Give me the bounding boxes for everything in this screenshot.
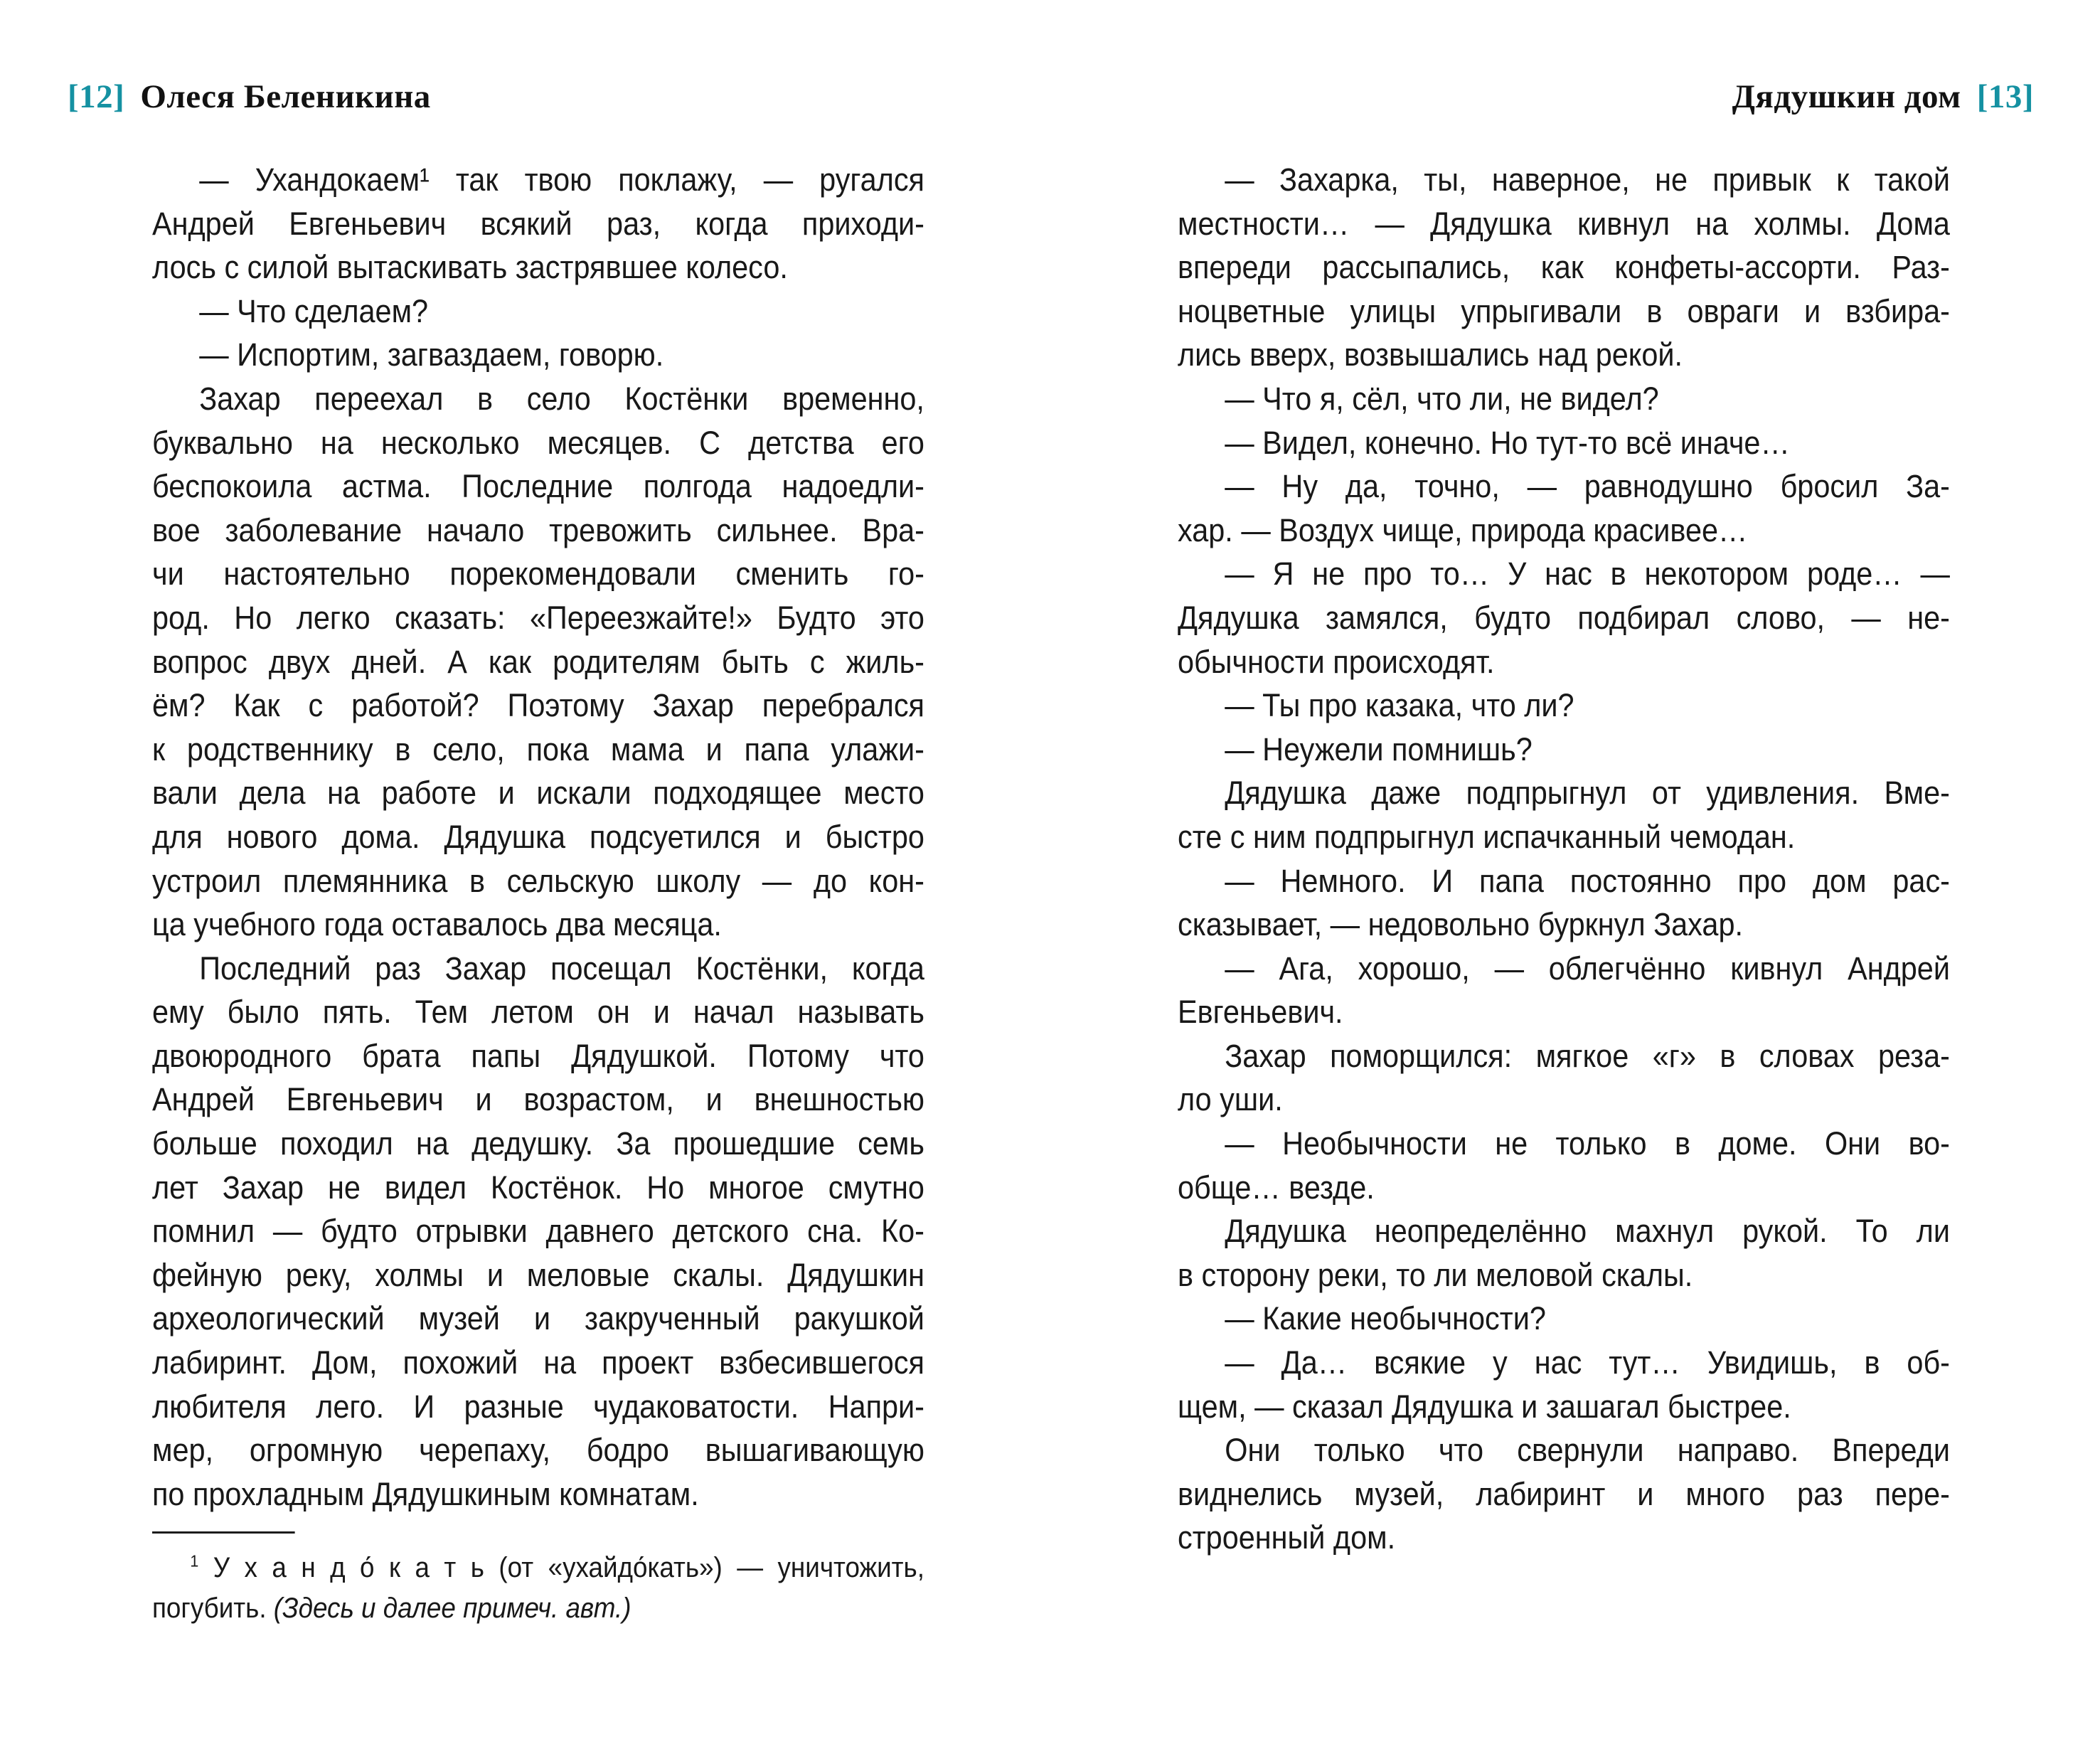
text-line: вое заболевание начало тревожить сильнее. Вра- xyxy=(152,511,924,548)
text-line: Дядушка даже подпрыгнул от удивления. Вме- xyxy=(1225,775,1950,812)
text-line: для нового дома. Дядушка подсуетился и быстро xyxy=(152,818,924,855)
text-line: Евгеньевич. xyxy=(1178,994,1343,1031)
page-number-right: [13] xyxy=(1976,78,2034,115)
text-line: Дядушка замялся, будто подбирал слово, — не- xyxy=(1178,599,1950,636)
text-line: местности… — Дядушка кивнул на холмы. Дома xyxy=(1178,205,1950,242)
text-line: лет Захар не видел Костёнок. Но многое смутно xyxy=(152,1169,924,1206)
text-line: ца учебного года оставалось два месяца. xyxy=(152,906,722,943)
footnote-rule xyxy=(152,1531,295,1534)
text-line: фейную реку, холмы и меловые скалы. Дядушкин xyxy=(152,1256,924,1293)
text-line: — Ты про казака, что ли? xyxy=(1225,687,1574,724)
text-line: ему было пять. Тем летом он и начал называть xyxy=(152,994,924,1031)
text-line: устроил племянника в сельскую школу — до кон- xyxy=(152,862,924,899)
text-line: в сторону реки, то ли меловой скалы. xyxy=(1178,1256,1693,1293)
text-line: обычности происходят. xyxy=(1178,643,1495,680)
text-line: Захар поморщился: мягкое «г» в словах реза- xyxy=(1225,1037,1950,1074)
text-line: беспокоила астма. Последние полгода надоедли- xyxy=(152,468,924,505)
text-line: — Какие необычности? xyxy=(1225,1300,1546,1337)
text-line: Дядушка неопределённо махнул рукой. То ли xyxy=(1225,1213,1950,1250)
running-header-right xyxy=(1732,77,2034,117)
text-line: ём? Как с работой? Поэтому Захар перебрался xyxy=(152,687,924,724)
plain-text: У х а н д о́ к а т ь (от «ухайдо́кать») — уничтожить, xyxy=(198,1552,924,1584)
text-line: ноцветные улицы упрыгивали в овраги и взбира- xyxy=(1178,292,1950,329)
text-line: строенный дом. xyxy=(1178,1519,1396,1556)
text-line: вали дела на работе и искали подходящее место xyxy=(152,775,924,812)
text-line: к родственнику в село, пока мама и папа улажи- xyxy=(152,730,924,767)
text-line: по прохладным Дядушкиным комнатам. xyxy=(152,1475,699,1512)
text-line: — Ага, хорошо, — облегчённо кивнул Андрей xyxy=(1225,950,1950,987)
right-page-text-column xyxy=(1178,158,1950,1560)
text-line: двоюродного брата папы Дядушкой. Потому что xyxy=(152,1037,924,1074)
text-line: археологический музей и закрученный ракушкой xyxy=(152,1300,924,1337)
text-line: Захар переехал в село Костёнки временно, xyxy=(199,380,924,417)
text-line: — Что я, сёл, что ли, не видел? xyxy=(1225,380,1659,417)
text-line: — Да… всякие у нас тут… Увидишь, в об- xyxy=(1225,1344,1950,1381)
page-number-left: [12] xyxy=(68,78,125,115)
text-line: Андрей Евгеньевич и возрастом, и внешностью xyxy=(152,1081,924,1118)
text-line: помнил — будто отрывки давнего детского сна. Ко- xyxy=(152,1213,924,1250)
plain-text: погубить. xyxy=(152,1593,274,1625)
text-line: — Неужели помнишь? xyxy=(1225,730,1533,767)
running-header-left xyxy=(68,77,431,117)
italic-text: (Здесь и далее примеч. авт.) xyxy=(273,1593,631,1625)
text-line xyxy=(152,1548,924,1588)
text-line: сте с ним подпрыгнул испачканный чемодан. xyxy=(1178,818,1796,855)
running-title: Дядушкин дом xyxy=(1732,78,1961,115)
text-line: обще… везде. xyxy=(1178,1169,1375,1206)
text-line: — Я не про то… У нас в некотором роде… — xyxy=(1225,556,1950,593)
text-line: — Ухандокаем¹ так твою поклажу, — ругался xyxy=(199,161,924,198)
text-line: щем, — сказал Дядушка и зашагал быстрее. xyxy=(1178,1388,1791,1425)
text-line: хар. — Воздух чище, природа красивее… xyxy=(1178,511,1748,548)
left-page-text-column xyxy=(152,158,924,1629)
text-line: — Видел, конечно. Но тут-то всё иначе… xyxy=(1225,424,1790,461)
running-author: Олеся Беленикина xyxy=(140,78,431,115)
text-line: — Немного. И папа постоянно про дом рас- xyxy=(1225,862,1950,899)
text-line: — Испортим, загваздаем, говорю. xyxy=(199,336,664,373)
text-line: Последний раз Захар посещал Костёнки, когда xyxy=(199,950,924,987)
text-line: лись вверх, возвышались над рекой. xyxy=(1178,336,1683,373)
text-line: — Необычности не только в доме. Они во- xyxy=(1225,1125,1950,1162)
text-line: сказывает, — недовольно буркнул Захар. xyxy=(1178,906,1743,943)
text-line xyxy=(152,1588,924,1629)
text-line: — Захарка, ты, наверное, не привык к такой xyxy=(1225,161,1950,198)
text-line: — Что сделаем? xyxy=(199,292,429,329)
text-line: ло уши. xyxy=(1178,1081,1283,1118)
footnote xyxy=(152,1531,924,1629)
footnote-superscript: 1 xyxy=(190,1552,199,1571)
text-line: лабиринт. Дом, похожий на проект взбесившегося xyxy=(152,1344,924,1381)
text-line: — Ну да, точно, — равнодушно бросил За- xyxy=(1225,468,1950,505)
text-line: Андрей Евгеньевич всякий раз, когда приходи- xyxy=(152,205,924,242)
text-line: виднелись музей, лабиринт и много раз пере- xyxy=(1178,1475,1950,1512)
text-line: мер, огромную черепаху, бодро вышагивающую xyxy=(152,1432,924,1469)
text-line: любителя лего. И разные чудаковатости. Напри- xyxy=(152,1388,924,1425)
text-line: Они только что свернули направо. Впереди xyxy=(1225,1432,1950,1469)
text-line: буквально на несколько месяцев. С детства его xyxy=(152,424,924,461)
text-line: чи настоятельно порекомендовали сменить го- xyxy=(152,556,924,593)
text-line: лось с силой вытаскивать застрявшее колесо. xyxy=(152,249,788,286)
text-line: род. Но легко сказать: «Переезжайте!» Будто это xyxy=(152,599,924,636)
text-line: впереди рассыпались, как конфеты-ассорти. Раз- xyxy=(1178,249,1950,286)
text-line: вопрос двух дней. А как родителям быть с жиль- xyxy=(152,643,924,680)
text-line: больше походил на дедушку. За прошедшие семь xyxy=(152,1125,924,1162)
